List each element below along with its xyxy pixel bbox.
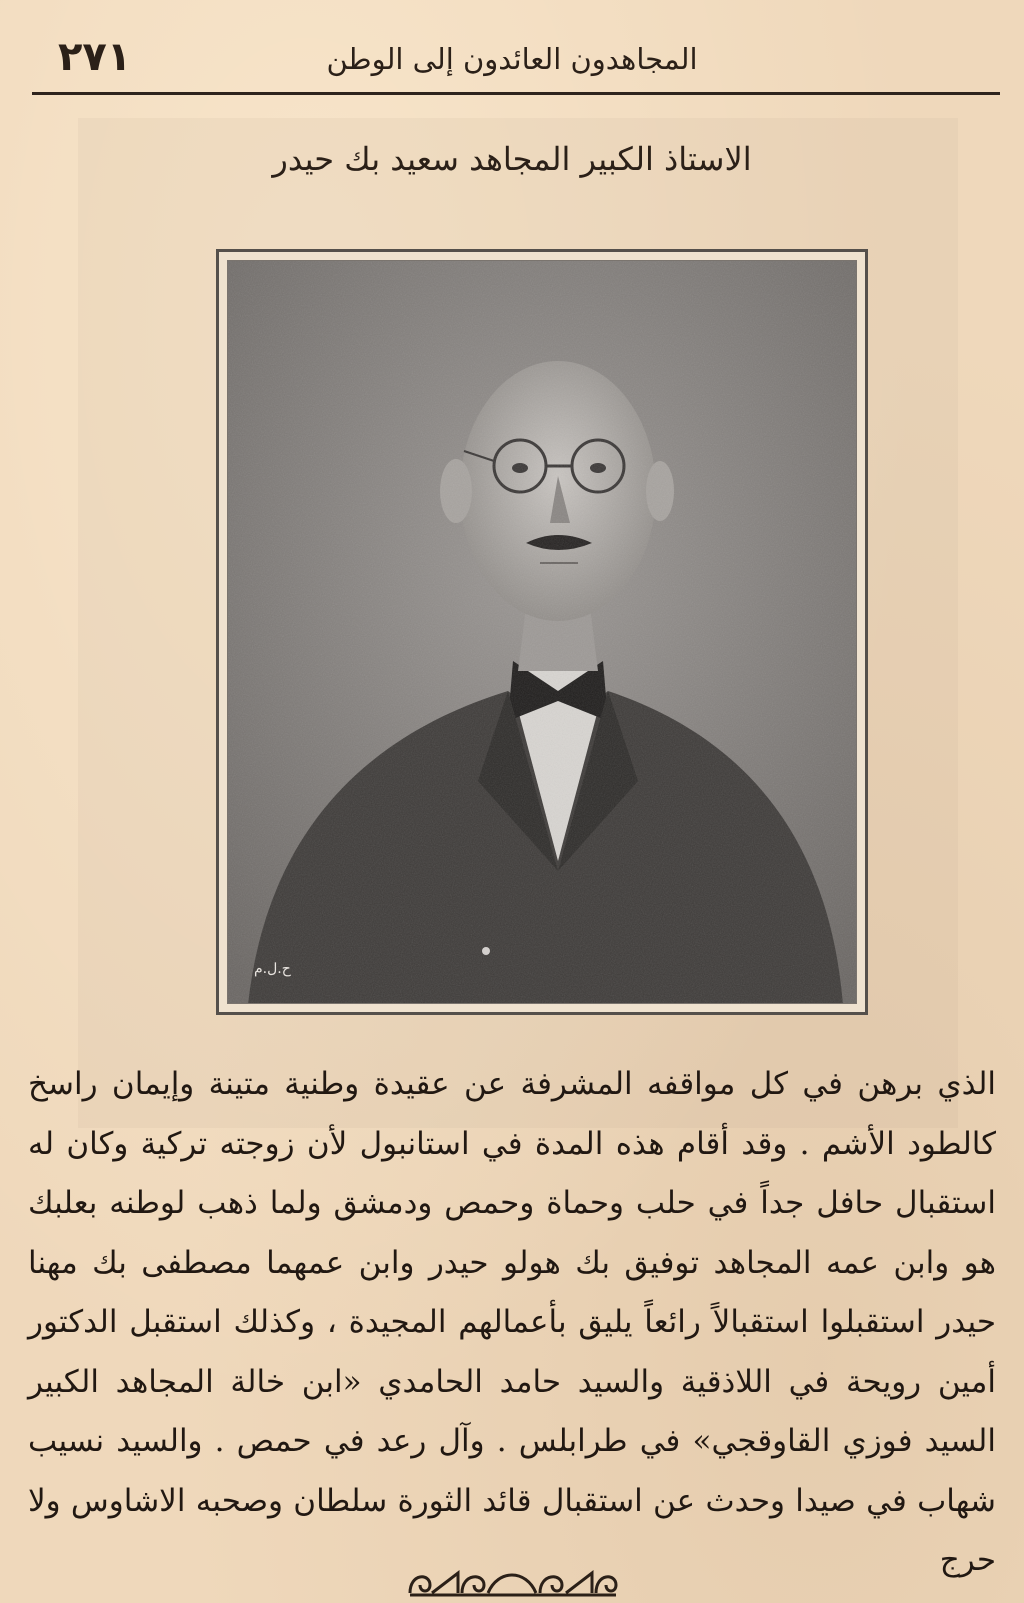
portrait-photo-icon: [228, 261, 857, 1004]
portrait-photo: [227, 260, 857, 1004]
portrait-photo-frame: [216, 249, 868, 1015]
page-header: [32, 28, 1000, 92]
body-paragraph: الذي برهن في كل مواقفه المشرفة عن عقيدة وطنية متينة وإيمان راسخ كالطود الأشم . وقد أقام هذه المدة في استانبول لأن زوجته تركية وكان له استقبال حافل جداً في حلب وحماة وحمص ودمشق ولما ذهب لوطنه بعلبك هو وابن عمه المجاهد توفيق بك هولو حيدر وابن عمهما مصطفى بك مهنا حيدر استقبلوا استقبالاً رائعاً يليق بأعمالهم المجيدة ، وكذلك استقبل الدكتور أمين رويحة في اللاذقية والسيد حامد الحامدي «ابن خالة المجاهد الكبير السيد فوزي القاوقجي» في طرابلس . وآل رعد في حمص . والسيد نسيب شهاب في صيدا وحدث عن استقبال قائد الثورة سلطان وصحبه الاشاوس ولا حرج: [28, 1066, 996, 1578]
photo-caption: الاستاذ الكبير المجاهد سعيد بك حيدر: [272, 140, 752, 178]
page-number: ٢٧١: [58, 34, 132, 80]
header-rule: [32, 92, 1000, 95]
photographer-mark: ح.ل.م: [254, 961, 291, 977]
decorative-scroll-ornament-icon: [402, 1565, 622, 1599]
running-title: المجاهدون العائدون إلى الوطن: [326, 42, 698, 76]
body-text: [28, 1055, 996, 1591]
